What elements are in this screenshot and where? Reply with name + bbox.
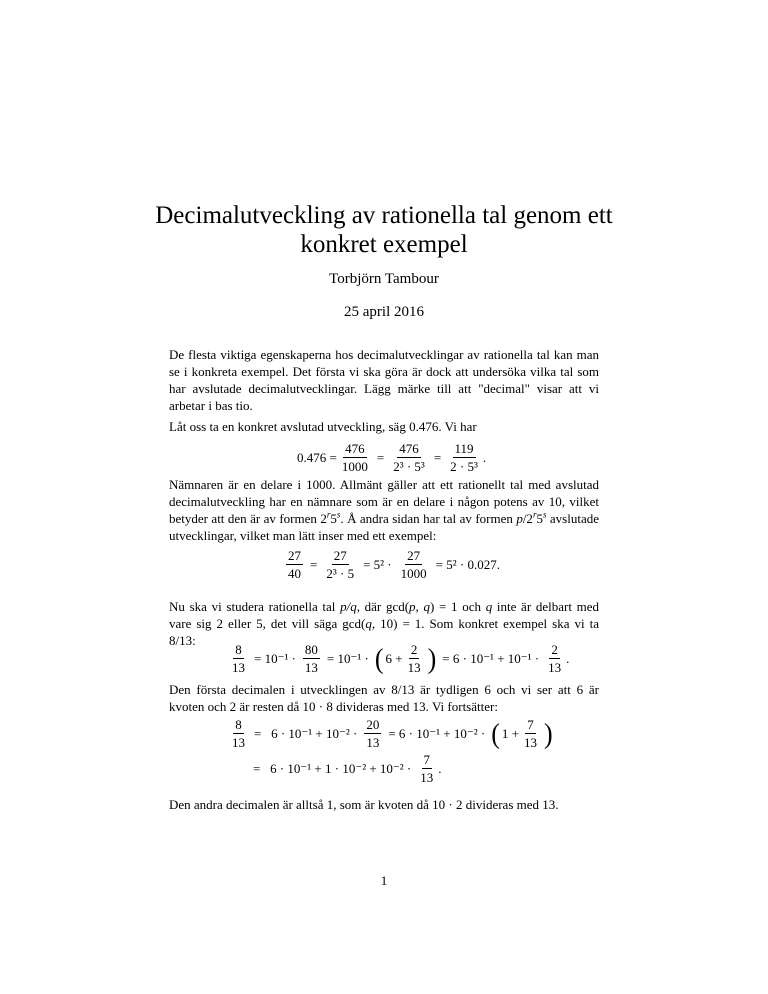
eq4-frac-2: $\frac{20}{13}$ xyxy=(366,717,380,750)
equation-2: $\frac{27}{40}$ = $\frac{27}{\text{2³ · 5}}$ = 5² · $\frac{27}{1000}$ = 5² · 0.027. xyxy=(288,548,500,581)
form-2r5s: 2$^r$5$^s$ xyxy=(320,509,341,526)
equation-4-line-1: $\frac{8}{13}$ = 6 · 10⁻¹ + 10⁻² · $\frac{20}{13}$ = 6 · 10⁻¹ + 10⁻² · ( 1 + $\frac{7}{13}$ ) xyxy=(232,717,553,750)
equation-3: $\frac{8}{13}$ = 10⁻¹ · $\frac{80}{13}$ = 10⁻¹ · ( 6 + $\frac{2}{13}$ ) = 6 · 10⁻¹ + 10⁻¹ · $\frac{2}{13}$ . xyxy=(232,642,570,675)
equation-4-line-2: = 6 · 10⁻¹ + 1 · 10⁻² + 10⁻² · $\frac{7}{13}$ . xyxy=(253,752,442,785)
eq4-frac-3: $\frac{7}{13}$ xyxy=(523,717,537,750)
eq3-frac-4: $\frac{2}{13}$ xyxy=(548,642,562,675)
page-number: 1 xyxy=(380,873,388,888)
eq3-frac-1: $\frac{8}{13}$ xyxy=(232,642,245,675)
eq1-frac-2: $\frac{476}{\text{2³ · 5³}}$ xyxy=(393,441,425,474)
paragraph-rational: Nu ska vi studera rationella tal p/q, där gcd(p, q) = 1 och q inte är delbart med vare sig 2 eller 5, det vill säga gcd(q, 10) = 1. Som konkret exempel ska vi ta 8/13: xyxy=(169,599,600,648)
document-title: Decimalutveckling av rationella tal genom ett konkret exempel xyxy=(155,202,613,258)
eq4-frac-4: $\frac{7}{13}$ xyxy=(420,752,434,785)
date: 25 april 2016 xyxy=(344,304,424,320)
paragraph-denominator: Nämnaren är en delare i 1000. Allmänt gäller att ett rationellt tal med avslutad decimalutveckling har en nämnare som är en delare i någon potens av 10, vilket betyder att den är av formen 2$^r$5$^s$. Å andra sidan har tal av formen p/2$^r$5$^s$ avslutade utvecklingar, vilket man lätt inser med ett exempel: xyxy=(169,477,600,543)
eq2-frac-2: $\frac{27}{\text{2³ · 5}}$ xyxy=(326,548,355,581)
eq4-frac-1: $\frac{8}{13}$ xyxy=(232,717,245,750)
form-p-2r5s: p/2$^r$5$^s$ xyxy=(516,509,547,526)
paragraph-intro: De flesta viktiga egenskaperna hos decimalutvecklingar av rationella tal kan man se i konkreta exempel. Det första vi ska göra är dock att undersöka vilka tal som har avslutade decimalutvecklingar. Lägg märke till att "decimal" visar att vi arbetar i bas tio. xyxy=(169,347,599,413)
eq1-lhs: 0.476 = xyxy=(297,449,337,465)
paragraph-first-decimal: Den första decimalen i utvecklingen av 8/13 är tydligen 6 och vi ser att 6 är kvoten och 2 är resten då 10 · 8 divideras med 13. Vi fortsätter: xyxy=(169,682,599,714)
equation-1: 0.476 = $\frac{476}{1000}$ = $\frac{476}{\text{2³ · 5³}}$ = $\frac{119}{\text{2 · 5³}}$ . xyxy=(297,441,487,474)
eq3-frac-3: $\frac{2}{13}$ xyxy=(407,642,421,675)
eq1-frac-3: $\frac{119}{\text{2 · 5³}}$ xyxy=(450,441,478,474)
paragraph-example: Låt oss ta en konkret avslutad utveckling, säg 0.476. Vi har xyxy=(169,419,477,434)
eq3-frac-2: $\frac{80}{13}$ xyxy=(304,642,318,675)
eq1-frac-1: $\frac{476}{1000}$ xyxy=(341,441,368,474)
eq2-frac-1: $\frac{27}{40}$ xyxy=(288,548,301,581)
paragraph-second-decimal: Den andra decimalen är alltså 1, som är kvoten då 10 · 2 divideras med 13. xyxy=(169,797,559,812)
eq2-frac-3: $\frac{27}{1000}$ xyxy=(400,548,427,581)
author: Torbjörn Tambour xyxy=(329,271,439,287)
